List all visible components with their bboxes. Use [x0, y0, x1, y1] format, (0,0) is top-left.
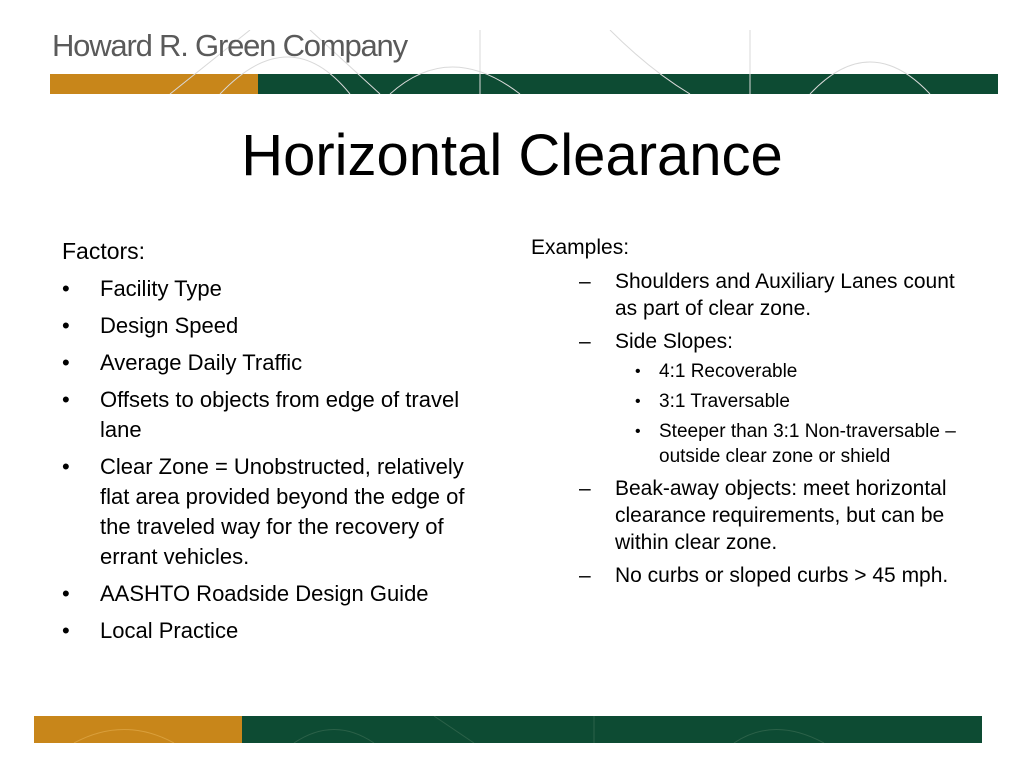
- list-item: [62, 385, 492, 445]
- list-item-text: Facility Type: [100, 276, 222, 301]
- list-item: [62, 311, 492, 341]
- bullet-icon: •: [62, 581, 70, 606]
- side-slopes-sublist: [615, 359, 971, 469]
- list-item: [531, 268, 971, 322]
- list-item-text: Clear Zone = Unobstructed, relatively flat area provided beyond the edge of the traveled way for the recovery of errant vehicles.: [100, 454, 465, 569]
- bullet-icon: •: [635, 423, 641, 440]
- bullet-icon: •: [62, 350, 70, 375]
- list-item: [531, 328, 971, 469]
- list-item-text: Offsets to objects from edge of travel lane: [100, 387, 460, 442]
- bullet-icon: •: [62, 276, 70, 301]
- dash-icon: –: [579, 270, 591, 293]
- list-item-text: Local Practice: [100, 618, 239, 643]
- list-item-text: Side Slopes:: [615, 330, 733, 353]
- slide-title: Horizontal Clearance: [241, 123, 783, 188]
- bullet-icon: •: [62, 454, 70, 479]
- sublist-item: [615, 389, 971, 414]
- footer-band: [34, 716, 982, 743]
- bullet-icon: •: [62, 313, 70, 338]
- list-item-text: Beak-away objects: meet horizontal clearance requirements, but can be within clear zone.: [615, 477, 947, 554]
- list-item-text: Shoulders and Auxiliary Lanes count as part of clear zone.: [615, 270, 955, 320]
- footer-decorative-lines: [34, 716, 982, 743]
- factors-column: [62, 236, 492, 653]
- sublist-item: [615, 419, 971, 469]
- sublist-item-text: 4:1 Recoverable: [659, 361, 798, 382]
- sublist-item-text: 3:1 Traversable: [659, 391, 790, 412]
- dash-icon: –: [579, 564, 591, 587]
- examples-heading: Examples:: [531, 236, 630, 259]
- sublist-item: [615, 359, 971, 384]
- list-item: [531, 562, 971, 589]
- list-item: [62, 579, 492, 609]
- bullet-icon: •: [635, 393, 641, 410]
- examples-list: [531, 268, 971, 589]
- list-item: [62, 616, 492, 646]
- list-item: [62, 348, 492, 378]
- bullet-icon: •: [62, 618, 70, 643]
- list-item: [531, 475, 971, 556]
- list-item-text: AASHTO Roadside Design Guide: [100, 581, 429, 606]
- bullet-icon: •: [62, 387, 70, 412]
- dash-icon: –: [579, 477, 591, 500]
- list-item: [62, 274, 492, 304]
- factors-list: [62, 274, 492, 646]
- list-item: [62, 452, 492, 572]
- company-logo: Howard R. Green Company: [52, 28, 407, 63]
- examples-column: [531, 234, 971, 595]
- factors-heading: Factors:: [62, 238, 146, 264]
- sublist-item-text: Steeper than 3:1 Non-traversable – outside clear zone or shield: [659, 421, 956, 467]
- list-item-text: No curbs or sloped curbs > 45 mph.: [615, 564, 949, 587]
- dash-icon: –: [579, 330, 591, 353]
- list-item-text: Design Speed: [100, 313, 239, 338]
- list-item-text: Average Daily Traffic: [100, 350, 303, 375]
- bullet-icon: •: [635, 363, 641, 380]
